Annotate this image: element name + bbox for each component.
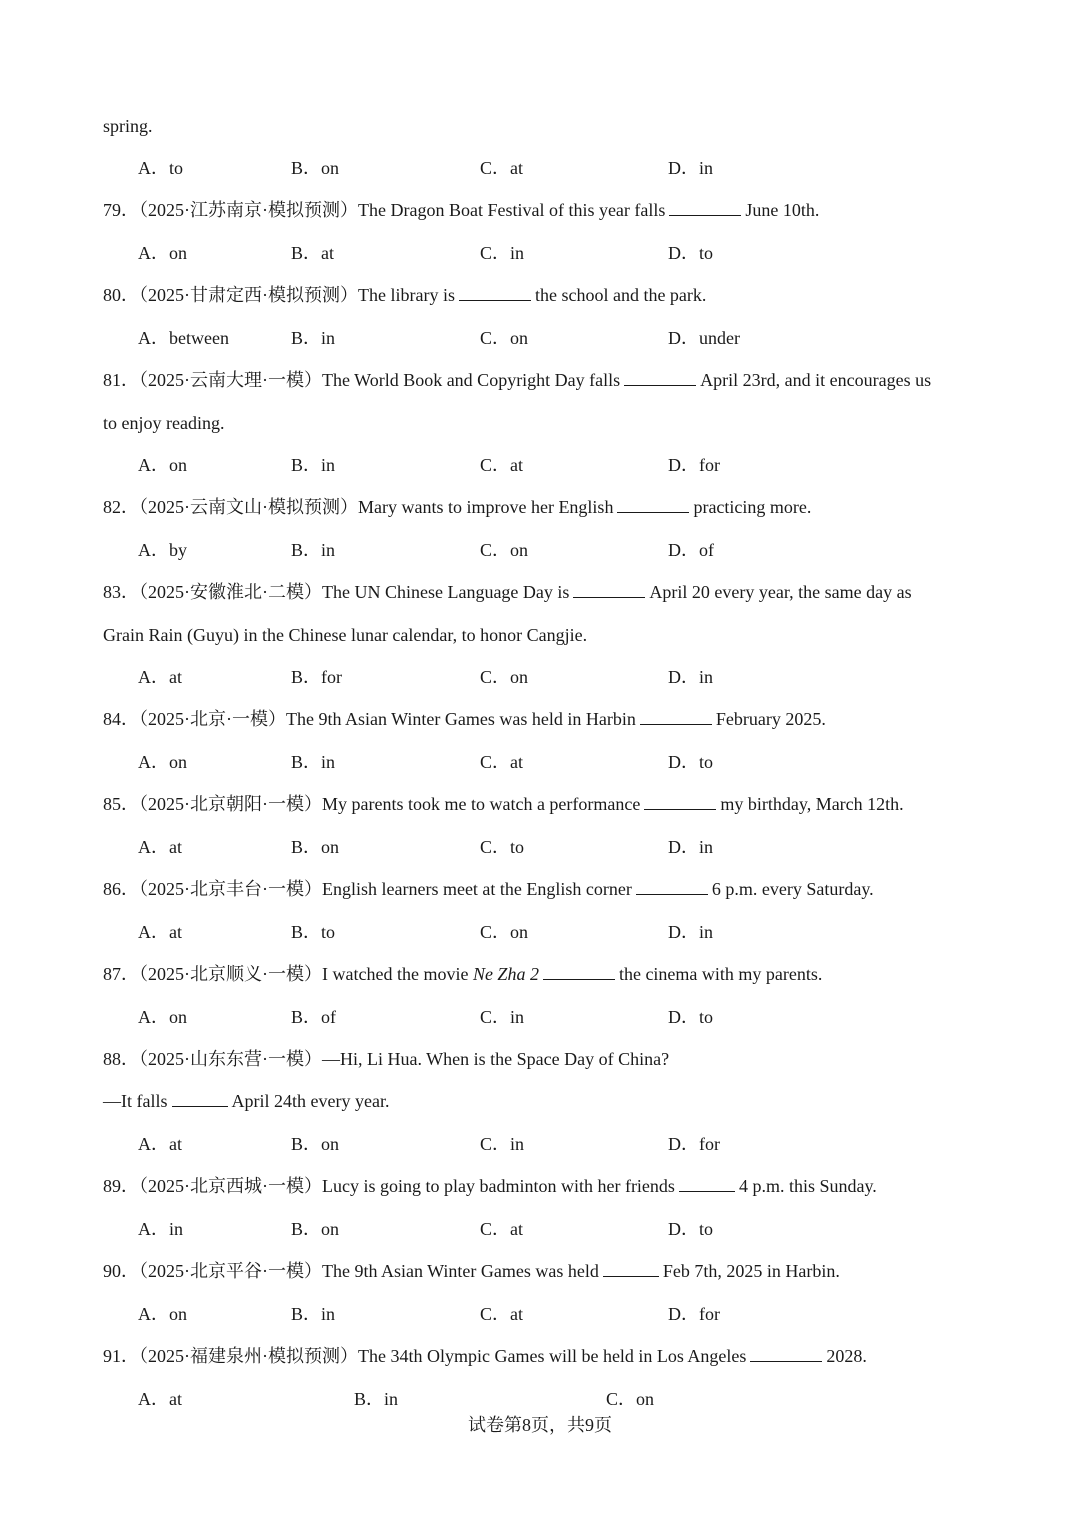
question-text: practicing more.: [693, 497, 812, 517]
question-86: [103, 878, 874, 900]
option-a: A．at: [138, 667, 182, 687]
question-text: 84．（2025·北京·一模）The 9th Asian Winter Games was held in Harbin: [103, 709, 636, 729]
option-d: D．to: [668, 1007, 713, 1027]
option-a: A．at: [138, 922, 182, 942]
answer-blank: [640, 708, 712, 725]
option-d: D．in: [668, 837, 713, 857]
option-b: B．in: [291, 540, 336, 560]
option-d: D．in: [668, 667, 713, 687]
question-83-line-2: Grain Rain (Guyu) in the Chinese lunar calendar, to honor Cangjie.: [103, 625, 588, 645]
option-d: D．to: [668, 243, 713, 263]
option-c: C．at: [480, 1304, 523, 1324]
question-81-line-2: to enjoy reading.: [103, 413, 225, 433]
option-d: D．for: [668, 1304, 720, 1324]
question-87: [103, 963, 822, 985]
option-a: A．on: [138, 1007, 187, 1027]
option-b: B．in: [291, 752, 336, 772]
option-a: A．in: [138, 1219, 183, 1239]
question-82: [103, 496, 811, 518]
answer-blank: [573, 581, 645, 598]
question-text: February 2025.: [715, 709, 826, 729]
answer-blank: [669, 199, 741, 216]
movie-title: Ne Zha 2: [472, 964, 539, 984]
question-88: 88．（2025·山东东营·一模）—Hi, Li Hua. When is the Space Day of China?: [103, 1049, 670, 1069]
question-text: Feb 7th, 2025 in Harbin.: [662, 1261, 840, 1281]
option-b: B．to: [291, 922, 336, 942]
option-b: B．on: [291, 158, 340, 178]
question-81: [103, 369, 931, 391]
option-c: C．on: [480, 540, 529, 560]
option-b: B．in: [354, 1389, 399, 1409]
option-c: C．on: [480, 667, 529, 687]
option-a: A．on: [138, 243, 187, 263]
option-c: C．on: [606, 1389, 655, 1409]
answer-blank: [750, 1345, 822, 1362]
question-79: [103, 199, 819, 221]
option-c: C．in: [480, 1134, 525, 1154]
option-d: D．for: [668, 455, 720, 475]
option-b: B．of: [291, 1007, 336, 1027]
option-b: B．for: [291, 667, 342, 687]
question-text: 87．（2025·北京顺义·一模）I watched the movie: [103, 964, 469, 984]
question-90: [103, 1260, 840, 1282]
question-85: [103, 793, 904, 815]
option-c: C．at: [480, 752, 523, 772]
option-b: B．at: [291, 243, 334, 263]
option-c: C．in: [480, 243, 525, 263]
option-d: D．in: [668, 922, 713, 942]
question-84: [103, 708, 826, 730]
question-text: —It falls: [103, 1091, 168, 1111]
question-text: 90．（2025·北京平谷·一模）The 9th Asian Winter Games was held: [103, 1261, 599, 1281]
answer-blank: [636, 878, 708, 895]
question-text: April 20 every year, the same day as: [649, 582, 912, 602]
answer-blank: [459, 284, 531, 301]
option-b: B．in: [291, 1304, 336, 1324]
option-b: B．in: [291, 455, 336, 475]
option-d: D．in: [668, 158, 713, 178]
option-c: C．at: [480, 158, 523, 178]
option-d: D．under: [668, 328, 740, 348]
question-text: the cinema with my parents.: [618, 964, 823, 984]
option-a: A．by: [138, 540, 187, 560]
option-a: A．at: [138, 1389, 182, 1409]
question-83: [103, 581, 912, 603]
question-text: 89．（2025·北京西城·一模）Lucy is going to play badminton with her friends: [103, 1176, 675, 1196]
question-text: 91．（2025·福建泉州·模拟预测）The 34th Olympic Games will be held in Los Angeles: [103, 1346, 747, 1366]
question-text: 83．（2025·安徽淮北·二模）The UN Chinese Language Day is: [103, 582, 570, 602]
option-d: D．to: [668, 752, 713, 772]
option-b: B．on: [291, 1134, 340, 1154]
question-text: 86．（2025·北京丰台·一模）English learners meet at the English corner: [103, 879, 632, 899]
question-text: the school and the park.: [534, 285, 707, 305]
question-text: 4 p.m. this Sunday.: [738, 1176, 877, 1196]
option-b: B．on: [291, 1219, 340, 1239]
question-91: [103, 1345, 867, 1367]
question-80: [103, 284, 706, 306]
option-c: C．at: [480, 455, 523, 475]
answer-blank: [172, 1090, 228, 1107]
answer-blank: [617, 496, 689, 513]
answer-blank: [679, 1175, 735, 1192]
option-c: C．on: [480, 922, 529, 942]
option-d: D．of: [668, 540, 714, 560]
page-footer: 试卷第8页，共9页: [468, 1415, 612, 1435]
option-b: B．on: [291, 837, 340, 857]
option-d: D．to: [668, 1219, 713, 1239]
question-text: 6 p.m. every Saturday.: [711, 879, 874, 899]
question-text: my birthday, March 12th.: [720, 794, 904, 814]
question-88-line-2: [103, 1090, 389, 1112]
question-text: April 23rd, and it encourages us: [700, 370, 932, 390]
question-text: 82．（2025·云南文山·模拟预测）Mary wants to improve her English: [103, 497, 614, 517]
question-text: 81．（2025·云南大理·一模）The World Book and Copyright Day falls: [103, 370, 621, 390]
option-c: C．at: [480, 1219, 523, 1239]
option-a: A．on: [138, 1304, 187, 1324]
option-d: D．for: [668, 1134, 720, 1154]
question-78-continuation: spring.: [103, 116, 153, 136]
answer-blank: [603, 1260, 659, 1277]
question-89: [103, 1175, 877, 1197]
option-a: A．on: [138, 752, 187, 772]
answer-blank: [644, 793, 716, 810]
option-a: A．to: [138, 158, 183, 178]
answer-blank: [624, 369, 696, 386]
option-a: A．at: [138, 1134, 182, 1154]
option-a: A．at: [138, 837, 182, 857]
question-text: June 10th.: [745, 200, 820, 220]
answer-blank: [543, 963, 615, 980]
option-b: B．in: [291, 328, 336, 348]
question-text: April 24th every year.: [231, 1091, 390, 1111]
question-text: 2028.: [826, 1346, 867, 1366]
question-text: 79．（2025·江苏南京·模拟预测）The Dragon Boat Festival of this year falls: [103, 200, 666, 220]
option-c: C．to: [480, 837, 525, 857]
question-text: 80．（2025·甘肃定西·模拟预测）The library is: [103, 285, 455, 305]
option-c: C．in: [480, 1007, 525, 1027]
question-text: 85．（2025·北京朝阳·一模）My parents took me to watch a performance: [103, 794, 641, 814]
option-a: A．on: [138, 455, 187, 475]
option-a: A．between: [138, 328, 229, 348]
option-c: C．on: [480, 328, 529, 348]
